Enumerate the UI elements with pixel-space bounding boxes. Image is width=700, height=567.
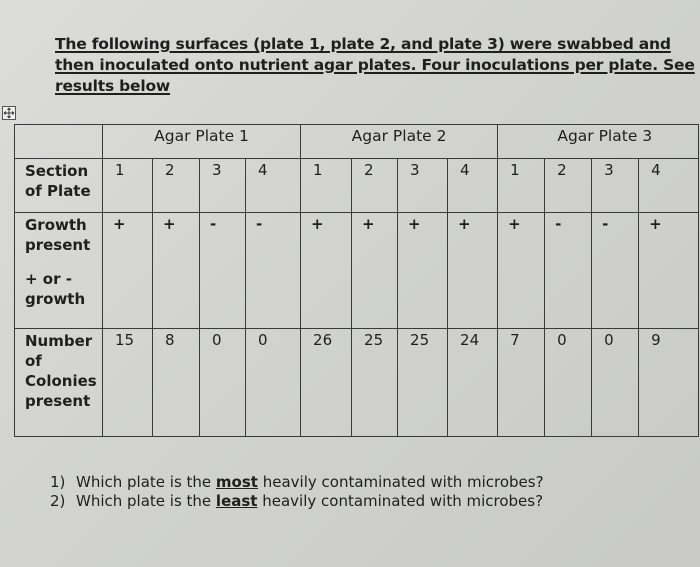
- growth-label-cell: [15, 213, 103, 329]
- section-cell: 2: [352, 159, 398, 213]
- growth-cell: -: [545, 213, 592, 329]
- growth-sublabel: + or - growth: [25, 270, 86, 308]
- colonies-cell: 24: [448, 329, 498, 437]
- colonies-cell: 8: [153, 329, 200, 437]
- colonies-cell: 25: [352, 329, 398, 437]
- section-cell: 3: [592, 159, 639, 213]
- section-cell: 1: [301, 159, 352, 213]
- heading-line-3: results below: [55, 77, 171, 95]
- plate-1-header: Agar Plate 1: [103, 125, 301, 159]
- colonies-label: Number of Colonies present: [15, 329, 103, 437]
- colonies-cell: 7: [498, 329, 545, 437]
- question-number: 2): [50, 492, 66, 510]
- colonies-cell: 0: [246, 329, 301, 437]
- heading: [55, 34, 695, 97]
- question-emphasis: most: [215, 473, 258, 491]
- colonies-cell: 0: [200, 329, 246, 437]
- section-cell: 2: [545, 159, 592, 213]
- question-text: Which plate is the: [76, 473, 216, 491]
- question-1: [50, 473, 544, 492]
- growth-row: [15, 213, 699, 329]
- question-2: [50, 492, 544, 511]
- question-text: heavily contaminated with microbes?: [257, 473, 544, 491]
- table-move-handle-icon[interactable]: [2, 106, 16, 120]
- growth-cell: -: [592, 213, 639, 329]
- growth-cell: +: [352, 213, 398, 329]
- plate-3-header: Agar Plate 3: [498, 125, 699, 159]
- corner-cell: [15, 125, 103, 159]
- growth-cell: +: [103, 213, 153, 329]
- section-cell: 3: [200, 159, 246, 213]
- heading-line-2: then inoculated onto nutrient agar plates. Four inoculations per plate. See: [55, 56, 695, 74]
- section-label: Section of Plate: [15, 159, 103, 213]
- growth-cell: +: [398, 213, 448, 329]
- section-cell: 4: [639, 159, 699, 213]
- growth-cell: +: [498, 213, 545, 329]
- question-text: heavily contaminated with microbes?: [257, 492, 544, 510]
- colonies-cell: 0: [592, 329, 639, 437]
- question-text: Which plate is the: [76, 492, 216, 510]
- growth-cell: +: [301, 213, 352, 329]
- growth-cell: +: [448, 213, 498, 329]
- growth-cell: -: [246, 213, 301, 329]
- colonies-cell: 0: [545, 329, 592, 437]
- section-cell: 4: [246, 159, 301, 213]
- growth-label: Growth present: [25, 216, 91, 254]
- plate-2-header: Agar Plate 2: [301, 125, 498, 159]
- heading-line-1: The following surfaces (plate 1, plate 2, and plate 3) were swabbed and: [55, 35, 671, 53]
- colonies-cell: 15: [103, 329, 153, 437]
- colonies-cell: 9: [639, 329, 699, 437]
- section-cell: 3: [398, 159, 448, 213]
- question-number: 1): [50, 473, 66, 491]
- section-cell: 2: [153, 159, 200, 213]
- questions: [50, 473, 544, 511]
- plate-header-row: [15, 125, 699, 159]
- growth-cell: +: [639, 213, 699, 329]
- results-table: [14, 124, 699, 437]
- colonies-cell: 26: [301, 329, 352, 437]
- colonies-cell: 25: [398, 329, 448, 437]
- growth-cell: +: [153, 213, 200, 329]
- section-row: [15, 159, 699, 213]
- section-cell: 4: [448, 159, 498, 213]
- section-cell: 1: [103, 159, 153, 213]
- question-emphasis: least: [215, 492, 258, 510]
- colonies-row: [15, 329, 699, 437]
- section-cell: 1: [498, 159, 545, 213]
- growth-cell: -: [200, 213, 246, 329]
